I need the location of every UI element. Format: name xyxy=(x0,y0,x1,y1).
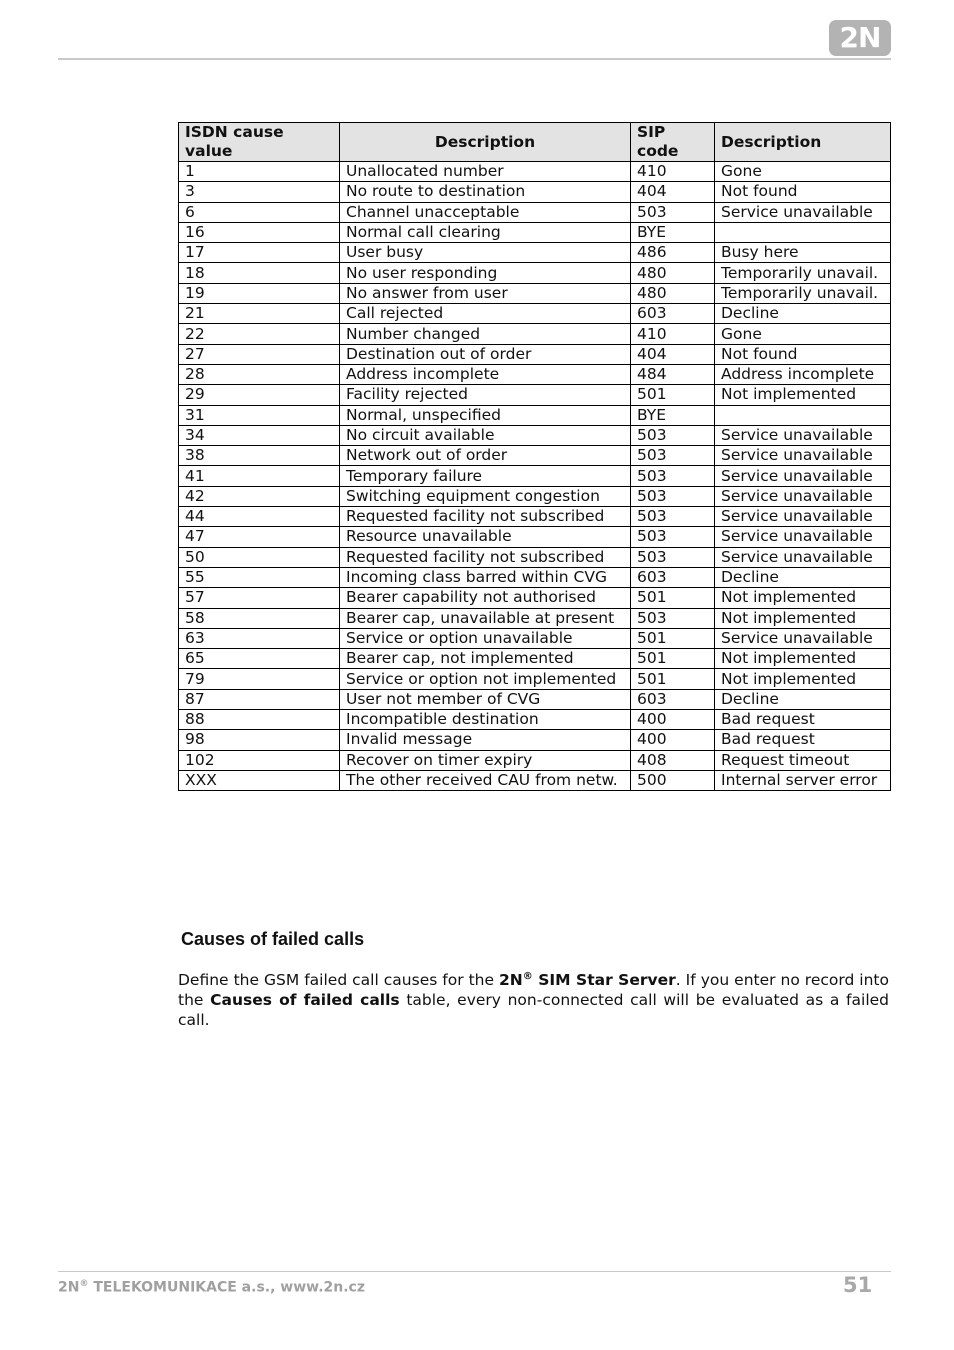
sip-code-cell: 410 xyxy=(631,324,715,344)
table-row xyxy=(179,628,891,648)
isdn-description-cell: Switching equipment congestion xyxy=(340,486,631,506)
table-body xyxy=(179,162,891,791)
sip-description-cell: Not implemented xyxy=(715,588,891,608)
isdn-description-cell: No circuit available xyxy=(340,425,631,445)
isdn-cause-cell: 27 xyxy=(179,344,340,364)
footer-rule xyxy=(58,1271,891,1272)
sip-code-cell: 503 xyxy=(631,446,715,466)
isdn-cause-cell: 55 xyxy=(179,567,340,587)
sip-code-cell: 503 xyxy=(631,202,715,222)
table-row xyxy=(179,710,891,730)
sip-code-cell: 400 xyxy=(631,730,715,750)
isdn-description-cell: Service or option not implemented xyxy=(340,669,631,689)
isdn-description-cell: Network out of order xyxy=(340,446,631,466)
brand-name xyxy=(499,971,676,989)
sip-code-cell: 404 xyxy=(631,182,715,202)
sip-description-cell: Service unavailable xyxy=(715,547,891,567)
sip-code-cell: 501 xyxy=(631,385,715,405)
table-row xyxy=(179,405,891,425)
table-row xyxy=(179,344,891,364)
paragraph-text: Define the GSM failed call causes for the xyxy=(178,971,500,989)
paragraph-text: table, every non-connected call will be evaluated as a failed call. xyxy=(178,991,889,1029)
isdn-cause-cell: 41 xyxy=(179,466,340,486)
sip-description-cell: Service unavailable xyxy=(715,466,891,486)
isdn-cause-cell: 29 xyxy=(179,385,340,405)
paragraph-text: . If you enter no record into the xyxy=(178,971,889,1009)
table-row xyxy=(179,324,891,344)
isdn-cause-cell: 38 xyxy=(179,446,340,466)
sip-description-cell: Service unavailable xyxy=(715,628,891,648)
sip-code-cell: 404 xyxy=(631,344,715,364)
table-row xyxy=(179,222,891,242)
isdn-cause-cell: 1 xyxy=(179,162,340,182)
sip-description-cell: Bad request xyxy=(715,710,891,730)
table-row xyxy=(179,547,891,567)
footer-registered-mark: ® xyxy=(79,1279,89,1289)
isdn-cause-cell: 65 xyxy=(179,649,340,669)
table-row xyxy=(179,567,891,587)
isdn-cause-cell: 34 xyxy=(179,425,340,445)
table-row xyxy=(179,486,891,506)
sip-code-cell: 501 xyxy=(631,588,715,608)
sip-code-cell: BYE xyxy=(631,405,715,425)
sip-description-cell: Request timeout xyxy=(715,750,891,770)
sip-code-cell: 501 xyxy=(631,669,715,689)
2n-logo: 2N xyxy=(829,20,891,56)
sip-description-cell: Service unavailable xyxy=(715,486,891,506)
sip-code-cell: 603 xyxy=(631,304,715,324)
sip-code-cell: 501 xyxy=(631,649,715,669)
sip-code-cell: 500 xyxy=(631,770,715,790)
isdn-cause-cell: 6 xyxy=(179,202,340,222)
table-row xyxy=(179,649,891,669)
isdn-cause-cell: 17 xyxy=(179,243,340,263)
table-row xyxy=(179,689,891,709)
table-row xyxy=(179,730,891,750)
column-header-sip-code: SIP code xyxy=(631,123,715,162)
sip-description-cell: Not implemented xyxy=(715,608,891,628)
isdn-description-cell: The other received CAU from netw. xyxy=(340,770,631,790)
isdn-cause-cell: 102 xyxy=(179,750,340,770)
isdn-cause-cell: 98 xyxy=(179,730,340,750)
sip-description-cell: Temporarily unavail. xyxy=(715,263,891,283)
table-row xyxy=(179,202,891,222)
sip-code-cell: 503 xyxy=(631,608,715,628)
sip-description-cell: Address incomplete xyxy=(715,364,891,384)
column-header-sip-description: Description xyxy=(715,123,891,162)
isdn-description-cell: Bearer capability not authorised xyxy=(340,588,631,608)
footer-company-text: TELEKOMUNIKACE a.s., www.2n.cz xyxy=(88,1279,365,1296)
isdn-description-cell: Resource unavailable xyxy=(340,527,631,547)
isdn-cause-cell: 57 xyxy=(179,588,340,608)
isdn-description-cell: Incoming class barred within CVG xyxy=(340,567,631,587)
sip-description-cell: Internal server error xyxy=(715,770,891,790)
column-header-isdn-description: Description xyxy=(340,123,631,162)
table-row xyxy=(179,770,891,790)
isdn-description-cell: User busy xyxy=(340,243,631,263)
sip-code-cell: 480 xyxy=(631,263,715,283)
isdn-cause-cell: 79 xyxy=(179,669,340,689)
sip-code-cell: 486 xyxy=(631,243,715,263)
sip-code-cell: 408 xyxy=(631,750,715,770)
sip-code-cell: 503 xyxy=(631,425,715,445)
isdn-description-cell: User not member of CVG xyxy=(340,689,631,709)
table-row xyxy=(179,283,891,303)
isdn-description-cell: Destination out of order xyxy=(340,344,631,364)
isdn-cause-cell: 22 xyxy=(179,324,340,344)
isdn-cause-cell: 87 xyxy=(179,689,340,709)
isdn-description-cell: Incompatible destination xyxy=(340,710,631,730)
table-row xyxy=(179,466,891,486)
isdn-description-cell: Requested facility not subscribed xyxy=(340,507,631,527)
table-row xyxy=(179,182,891,202)
table-header-row xyxy=(179,123,891,162)
sip-description-cell: Bad request xyxy=(715,730,891,750)
isdn-description-cell: Invalid message xyxy=(340,730,631,750)
isdn-cause-cell: 88 xyxy=(179,710,340,730)
table-row xyxy=(179,750,891,770)
isdn-cause-cell: 31 xyxy=(179,405,340,425)
isdn-cause-cell: 63 xyxy=(179,628,340,648)
isdn-cause-cell: 28 xyxy=(179,364,340,384)
sip-description-cell xyxy=(715,222,891,242)
sip-code-cell: 501 xyxy=(631,628,715,648)
sip-description-cell: Not implemented xyxy=(715,669,891,689)
isdn-description-cell: Temporary failure xyxy=(340,466,631,486)
isdn-cause-cell: 58 xyxy=(179,608,340,628)
sip-code-cell: 480 xyxy=(631,283,715,303)
table-row xyxy=(179,304,891,324)
table-row xyxy=(179,243,891,263)
sip-description-cell: Service unavailable xyxy=(715,446,891,466)
isdn-cause-cell: 3 xyxy=(179,182,340,202)
sip-description-cell: Decline xyxy=(715,567,891,587)
sip-description-cell: Service unavailable xyxy=(715,425,891,445)
isdn-cause-cell: 16 xyxy=(179,222,340,242)
sip-description-cell: Not found xyxy=(715,182,891,202)
header-rule xyxy=(58,58,891,60)
sip-code-cell: 503 xyxy=(631,507,715,527)
product-name: SIM Star Server xyxy=(532,971,676,989)
table-row xyxy=(179,425,891,445)
sip-code-cell: 603 xyxy=(631,567,715,587)
table-row xyxy=(179,669,891,689)
isdn-description-cell: No route to destination xyxy=(340,182,631,202)
table-row xyxy=(179,385,891,405)
registered-mark: ® xyxy=(522,970,533,982)
isdn-description-cell: Bearer cap, unavailable at present xyxy=(340,608,631,628)
isdn-cause-cell: 42 xyxy=(179,486,340,506)
table-row xyxy=(179,527,891,547)
table-row xyxy=(179,588,891,608)
sip-code-cell: 503 xyxy=(631,486,715,506)
sip-description-cell: Not found xyxy=(715,344,891,364)
isdn-description-cell: Address incomplete xyxy=(340,364,631,384)
isdn-description-cell: Recover on timer expiry xyxy=(340,750,631,770)
table-row xyxy=(179,263,891,283)
table-row xyxy=(179,446,891,466)
sip-description-cell: Service unavailable xyxy=(715,202,891,222)
sip-code-cell: 410 xyxy=(631,162,715,182)
sip-code-cell: 503 xyxy=(631,527,715,547)
isdn-cause-cell: 19 xyxy=(179,283,340,303)
sip-code-cell: BYE xyxy=(631,222,715,242)
isdn-cause-cell: 44 xyxy=(179,507,340,527)
sip-code-cell: 503 xyxy=(631,547,715,567)
column-header-isdn-cause: ISDN cause value xyxy=(179,123,340,162)
table-row xyxy=(179,507,891,527)
sip-code-cell: 603 xyxy=(631,689,715,709)
sip-description-cell: Temporarily unavail. xyxy=(715,283,891,303)
isdn-cause-cell: 50 xyxy=(179,547,340,567)
table-row xyxy=(179,162,891,182)
isdn-description-cell: Bearer cap, not implemented xyxy=(340,649,631,669)
sip-code-cell: 400 xyxy=(631,710,715,730)
isdn-description-cell: No answer from user xyxy=(340,283,631,303)
isdn-description-cell: Facility rejected xyxy=(340,385,631,405)
brand-text: 2N xyxy=(499,971,523,989)
sip-description-cell xyxy=(715,405,891,425)
isdn-cause-cell: XXX xyxy=(179,770,340,790)
isdn-description-cell: Channel unacceptable xyxy=(340,202,631,222)
isdn-description-cell: Call rejected xyxy=(340,304,631,324)
sip-description-cell: Not implemented xyxy=(715,649,891,669)
isdn-description-cell: Number changed xyxy=(340,324,631,344)
isdn-cause-cell: 18 xyxy=(179,263,340,283)
footer-brand: 2N xyxy=(58,1279,80,1296)
sip-code-cell: 503 xyxy=(631,466,715,486)
sip-description-cell: Gone xyxy=(715,324,891,344)
isdn-description-cell: Service or option unavailable xyxy=(340,628,631,648)
table-row xyxy=(179,608,891,628)
footer-company xyxy=(58,1279,365,1296)
isdn-sip-mapping-table xyxy=(178,122,891,791)
isdn-description-cell: No user responding xyxy=(340,263,631,283)
table-row xyxy=(179,364,891,384)
section-paragraph xyxy=(178,970,889,1030)
isdn-cause-cell: 47 xyxy=(179,527,340,547)
sip-description-cell: Decline xyxy=(715,689,891,709)
sip-description-cell: Service unavailable xyxy=(715,527,891,547)
isdn-description-cell: Normal call clearing xyxy=(340,222,631,242)
isdn-description-cell: Unallocated number xyxy=(340,162,631,182)
sip-code-cell: 484 xyxy=(631,364,715,384)
sip-description-cell: Busy here xyxy=(715,243,891,263)
sip-description-cell: Not implemented xyxy=(715,385,891,405)
table-name: Causes of failed calls xyxy=(210,991,400,1009)
sip-description-cell: Gone xyxy=(715,162,891,182)
section-title: Causes of failed calls xyxy=(181,929,365,949)
isdn-description-cell: Normal, unspecified xyxy=(340,405,631,425)
isdn-description-cell: Requested facility not subscribed xyxy=(340,547,631,567)
sip-description-cell: Decline xyxy=(715,304,891,324)
sip-description-cell: Service unavailable xyxy=(715,507,891,527)
page-number: 51 xyxy=(843,1273,873,1297)
isdn-cause-cell: 21 xyxy=(179,304,340,324)
